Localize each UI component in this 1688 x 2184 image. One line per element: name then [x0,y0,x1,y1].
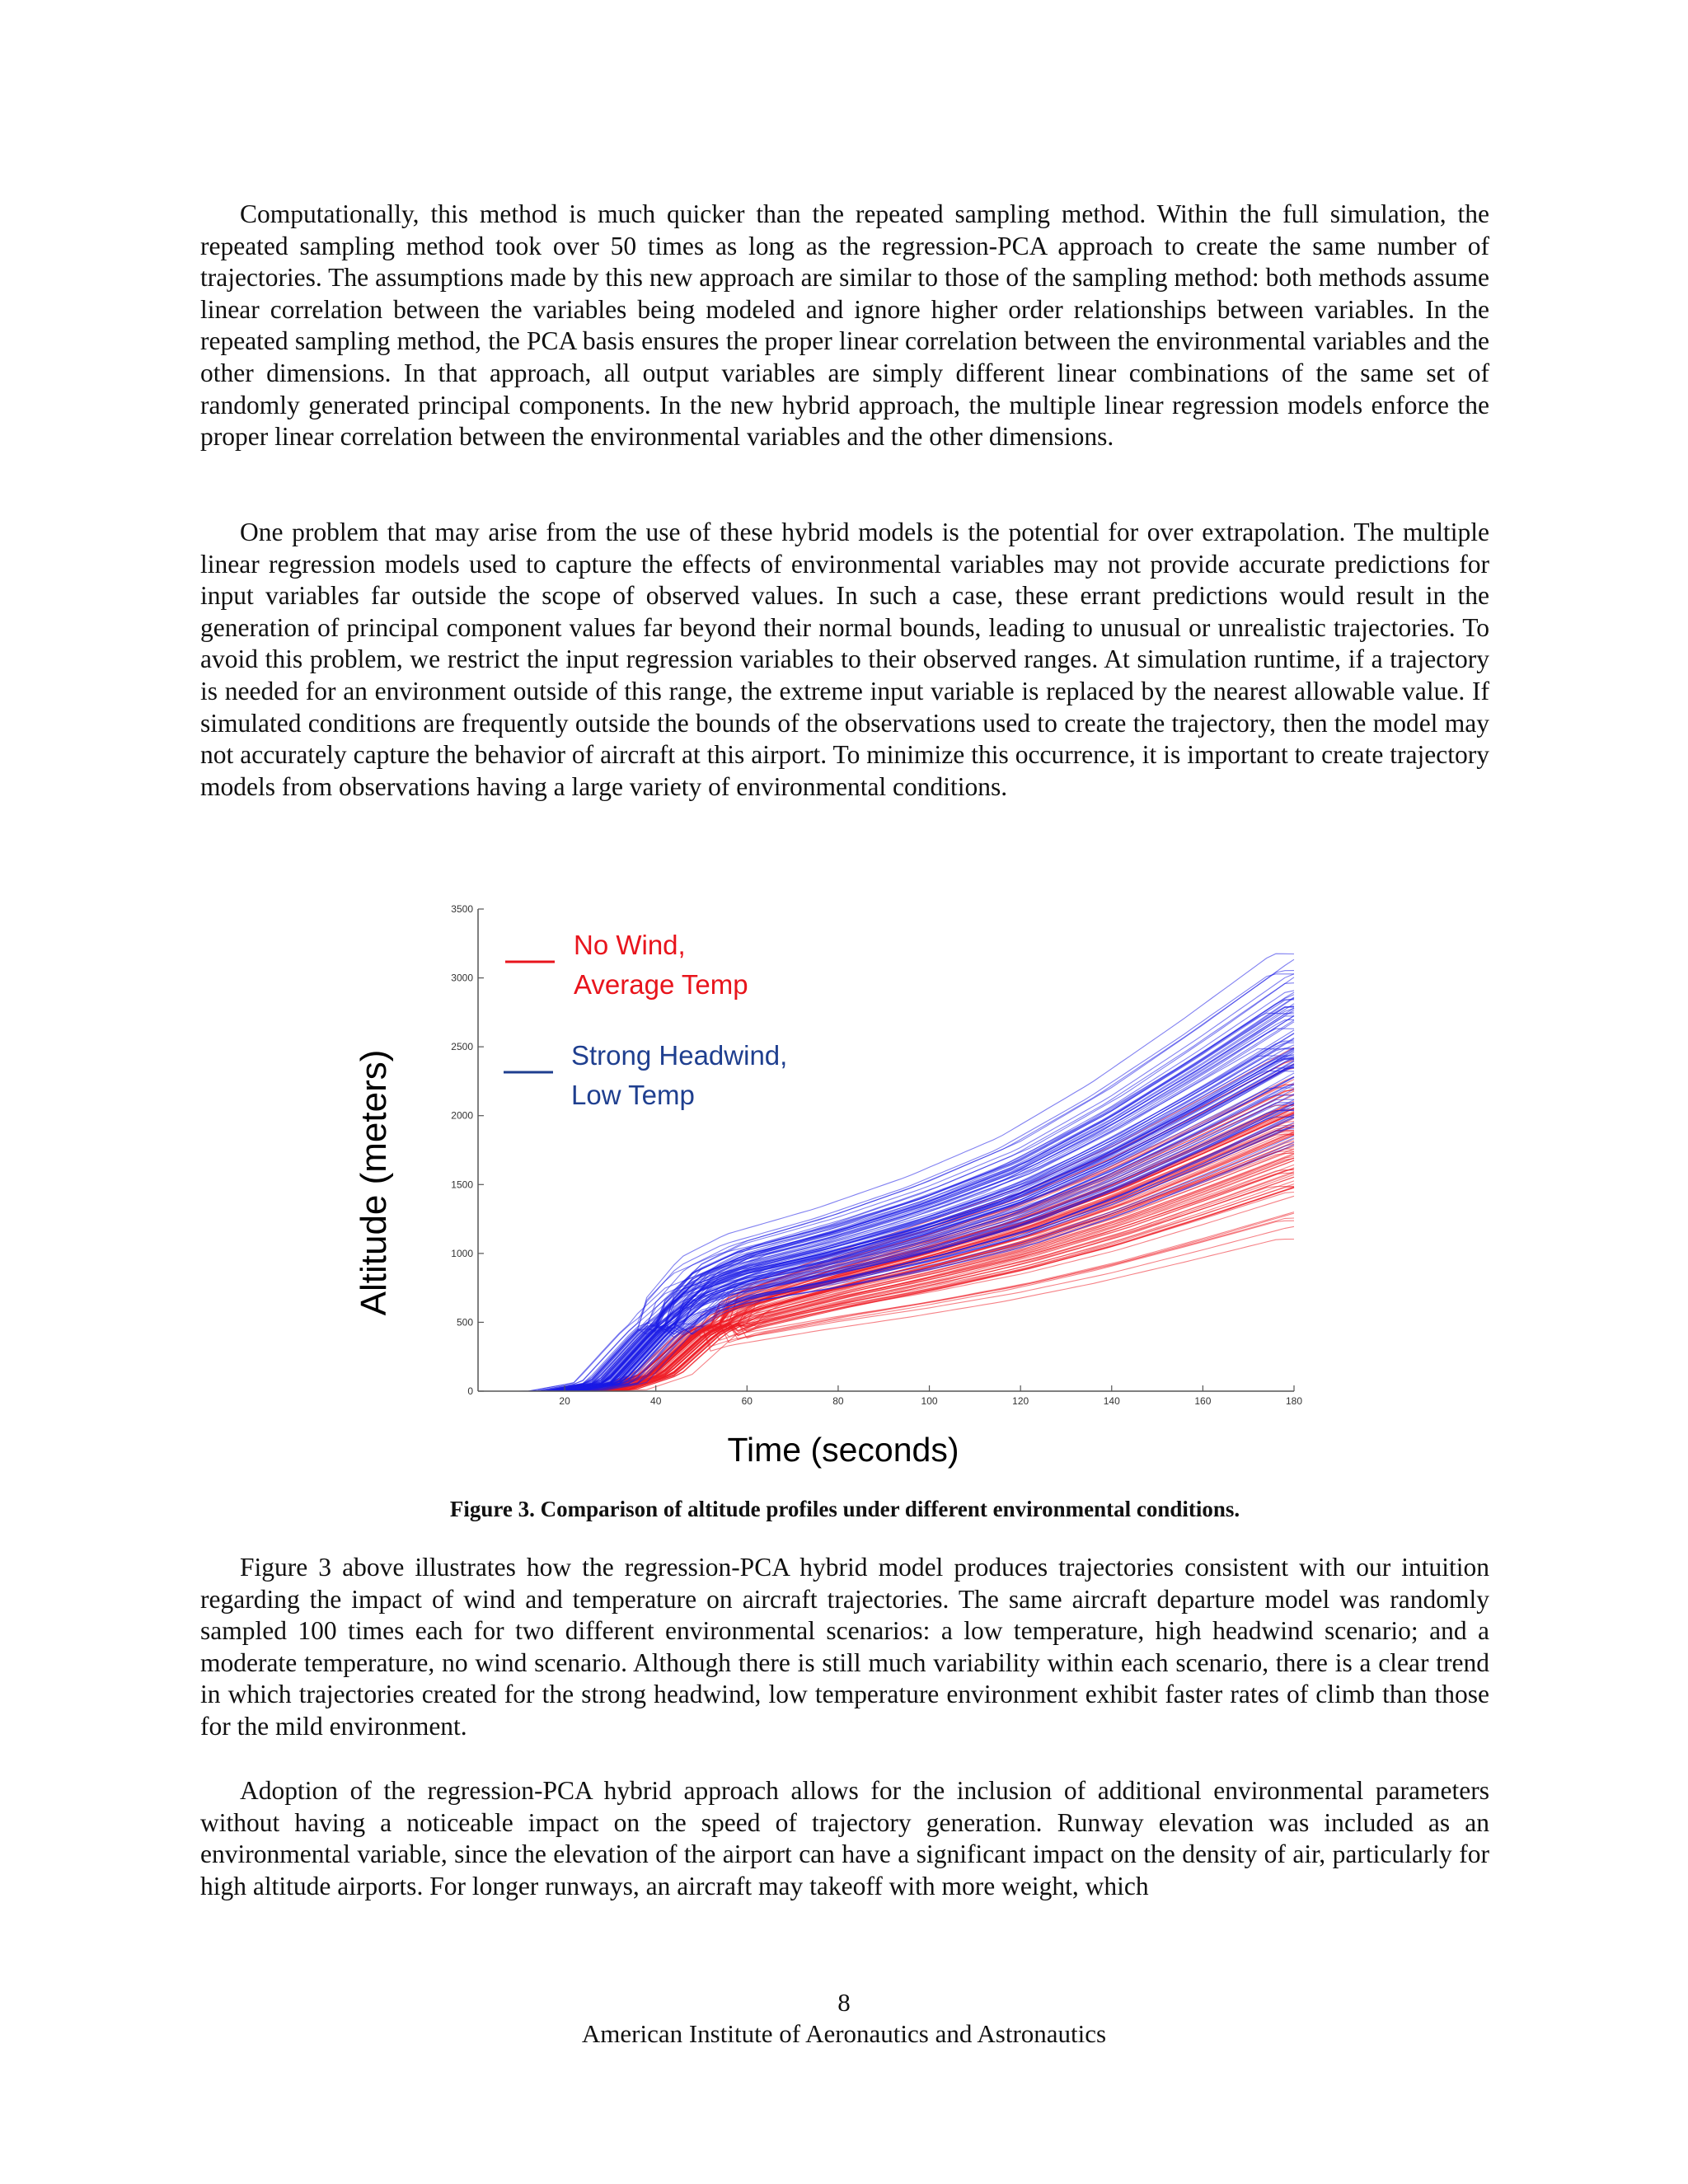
y-tick-label: 0 [467,1385,473,1397]
y-tick-label: 2000 [451,1109,473,1122]
x-tick-label: 180 [1285,1395,1303,1407]
x-tick-label: 120 [1012,1395,1029,1407]
figure-caption: Figure 3. Comparison of altitude profiles under different environmental conditions. [449,1497,1240,1521]
paragraph-4: Adoption of the regression-PCA hybrid approach allows for the inclusion of additional environmental parameters without having a noticeable impact on the speed of trajectory generation. Runway elevation was included as an environmental variable, since the elevation of the airport can have a significant impact on the density of air, particularly for high altitude airports. For longer runways, an aircraft may takeoff with more weight, which [200,1776,1489,1900]
altitude-chart [346,894,1335,1479]
legend-label: Strong Headwind, [571,1040,788,1071]
x-tick-label: 80 [832,1395,844,1407]
paragraph-2: One problem that may arise from the use of these hybrid models is the potential for over extrapolation. The multiple linear regression models used to capture the effects of environmental variables may not provide accurate predictions for input variables far outside the scope of observed values. In such a case, these errant predictions would result in the generation of principal component values far beyond their normal bounds, leading to unusual or unrealistic trajectories. To avoid this problem, we restrict the input regression variables to their observed ranges. At simulation runtime, if a trajectory is needed for an environment outside of this range, the extreme input variable is replaced by the nearest allowable value. If simulated conditions are frequently outside the bounds of the observations used to create the trajectory, then the model may not accurately capture the behavior of aircraft at this airport. To minimize this occurrence, it is important to create trajectory models from observations having a large variety of environmental conditions. [200,518,1489,801]
y-tick-label: 1500 [451,1179,473,1191]
x-tick-label: 40 [650,1395,662,1407]
legend-label: Average Temp [574,969,748,1000]
x-tick-label: 20 [559,1395,570,1407]
publisher-footer: American Institute of Aeronautics and Astronautics [581,2019,1107,2048]
y-tick-label: 500 [456,1316,473,1329]
legend-label: Low Temp [571,1080,695,1110]
x-tick-label: 160 [1194,1395,1212,1407]
legend-label: No Wind, [574,930,686,960]
x-tick-label: 140 [1103,1395,1120,1407]
page-number: 8 [837,1988,851,2017]
y-tick-label: 3500 [451,903,473,915]
x-axis-label: Time (seconds) [727,1431,959,1469]
figure-3 [346,894,1335,1479]
y-tick-label: 3000 [451,972,473,984]
paragraph-1: Computationally, this method is much quicker than the repeated sampling method. Within the full simulation, the repeated sampling method took over 50 times as long as the regression-PCA approach to create the same number of trajectories. The assumptions made by this new approach are similar to those of the sampling method: both methods assume linear correlation between the variables being modeled and ignore higher order relationships between variables. In the repeated sampling method, the PCA basis ensures the proper linear correlation between the environmental variables and the other dimensions. In that approach, all output variables are simply different linear combinations of the same set of randomly generated principal components. In the new hybrid approach, the multiple linear regression models enforce the proper linear correlation between the environmental variables and the other dimensions. [200,199,1489,452]
y-tick-label: 2500 [451,1041,473,1053]
y-axis-label: Altitude (meters) [354,1049,394,1316]
x-tick-label: 100 [921,1395,938,1407]
y-tick-label: 1000 [451,1247,473,1259]
trajectory-line-no-wind [519,1181,1294,1391]
x-tick-label: 60 [741,1395,753,1407]
paragraph-3: Figure 3 above illustrates how the regression-PCA hybrid model produces trajectories consistent with our intuition regarding the impact of wind and temperature on aircraft trajectories. The same aircraft departure model was randomly sampled 100 times each for two different environmental scenarios: a low temperature, high headwind scenario; and a moderate temperature, no wind scenario. Although there is still much variability within each scenario, there is a clear trend in which trajectories created for the strong headwind, low temperature environment exhibit faster rates of climb than those for the mild environment. [200,1553,1489,1741]
